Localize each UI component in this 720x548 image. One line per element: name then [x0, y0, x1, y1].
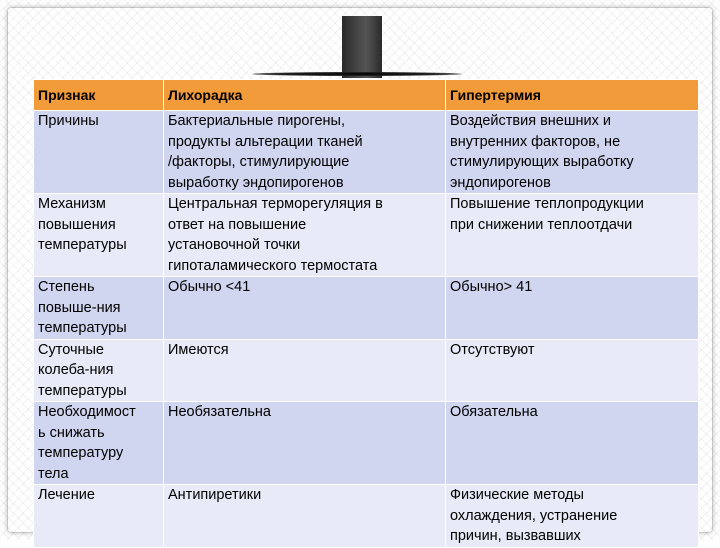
cell-hyperthermia [446, 402, 699, 485]
cell-sign [34, 339, 164, 402]
cell-text: Имеются [168, 341, 229, 358]
table-row [34, 339, 699, 402]
cell-sign [34, 111, 164, 194]
cell-text: Обязательна [450, 404, 538, 420]
cell-sign [34, 485, 164, 548]
cell-text: Лечение [38, 487, 95, 503]
cell-text: Воздействия внешних и внутренних факторов, не стимулирующих выработку эндопирогенов [450, 113, 634, 191]
cell-text: Обычно <41 [168, 279, 251, 295]
table-row [34, 111, 699, 194]
decorative-line [252, 72, 462, 76]
header-fever: Лихорадка [164, 80, 446, 111]
cell-text: Суточные колеба-ния температуры [38, 341, 127, 399]
cell-fever [164, 111, 446, 194]
cell-text: Степень повыше-ния температуры [38, 279, 127, 336]
cell-text: Центральная терморегуляция в ответ на повышение установочной точки гипоталамического термостата [168, 196, 383, 274]
cell-text: Механизм повышения температуры [38, 196, 127, 253]
table-row [34, 194, 699, 277]
cell-fever [164, 402, 446, 485]
table-row [34, 485, 699, 548]
table-header-row [34, 80, 699, 111]
cell-hyperthermia [446, 277, 699, 340]
cell-sign [34, 277, 164, 340]
cell-hyperthermia [446, 485, 699, 548]
decorative-bar [342, 16, 382, 78]
cell-sign [34, 402, 164, 485]
cell-text: Отсутствуют [450, 341, 535, 358]
cell-text: Необязательна [168, 404, 271, 420]
table-row [34, 277, 699, 340]
cell-text: Обычно> 41 [450, 279, 533, 295]
table-row [34, 402, 699, 485]
cell-fever [164, 194, 446, 277]
cell-fever [164, 277, 446, 340]
header-sign: Признак [34, 80, 164, 111]
cell-fever [164, 339, 446, 402]
cell-text: Необходимост ь снижать температуру тела [38, 404, 136, 482]
cell-fever [164, 485, 446, 548]
cell-text: Повышение теплопродукции при снижении теплоотдачи [450, 196, 644, 233]
cell-text: Бактериальные пирогены, продукты альтерации тканей /факторы, стимулирующие выработку эндопирогенов [168, 113, 363, 191]
cell-hyperthermia [446, 339, 699, 402]
comparison-table-container [33, 79, 698, 548]
cell-text: Причины [38, 113, 99, 129]
cell-text: Физические методы охлаждения, устранение причин, вызвавших [450, 487, 618, 544]
comparison-table [33, 79, 699, 548]
cell-text: Антипиретики [168, 487, 262, 503]
cell-sign [34, 194, 164, 277]
cell-hyperthermia [446, 194, 699, 277]
header-hyperthermia: Гипертермия [446, 80, 699, 111]
cell-hyperthermia [446, 111, 699, 194]
